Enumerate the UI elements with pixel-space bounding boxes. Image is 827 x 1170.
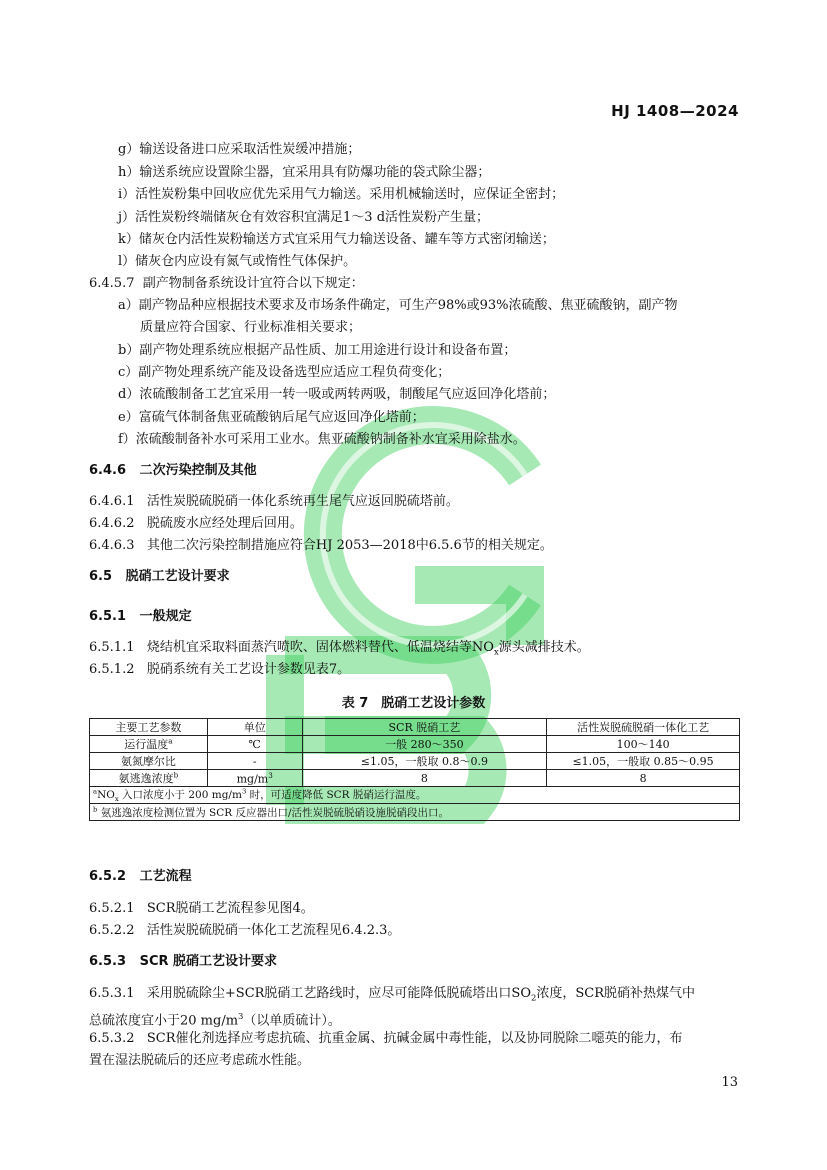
section-title: 二次污染控制及其他 [139,463,257,478]
table-cell: 氨氮摩尔比 [90,753,208,770]
clause-text: 其他二次污染控制措施应符合HJ 2053—2018中6.5.6节的相关规定。 [146,538,553,553]
clause-text: 采用脱硫除尘+SCR脱硝工艺路线时，应尽可能降低脱硫塔出口SO [146,986,531,1001]
table-cell: 8 [547,770,740,787]
clause-6-5-2-2 [89,923,400,939]
table-header-cell: 主要工艺参数 [90,719,208,736]
table-note: $^b$ 氨逃逸浓度检测位置为 SCR 反应器出口/活性炭脱硫脱硝设施脱硝段出口。 [90,804,740,821]
clause-6-5-3-1-continued [89,1008,341,1029]
section-heading-6-5-1 [89,609,192,625]
table-cell: 8 [302,770,547,787]
section-title: 一般规定 [139,609,192,624]
section-number: 6.5 [89,569,113,584]
table-cell: ≤1.05，一般取 0.85～0.95 [547,753,740,770]
clause-text: SCR脱硝工艺流程参见图4。 [146,901,314,916]
clause-number: 6.5.3.2 [89,1031,135,1046]
section-number: 6.5.3 [89,954,127,969]
list-item: i）活性炭粉集中回收应优先采用气力输送。采用机械输送时，应保证全密封； [118,187,565,202]
section-heading-6-5-2 [89,869,192,885]
section-heading-6-4-6 [89,463,257,479]
table-cell: - [207,753,302,770]
list-item-continued: 质量应符合国家、行业标准相关要求； [140,320,362,335]
clause-6-5-3-2 [89,1031,683,1047]
table-cell: $mg/m^3$ [207,770,302,787]
subscript: 2 [531,992,537,1003]
clause-6-5-3-2-continued: 置在湿法脱硫后的还应考虑疏水性能。 [89,1053,311,1068]
clause-6-5-1-1 [89,640,590,660]
clause-text: 脱硝系统有关工艺设计参数见表7。 [146,662,351,677]
list-item: b）副产物处理系统应根据产品性质、加工用途进行设计和设备布置； [118,343,517,358]
standard-code: HJ 1408—2024 [611,102,739,120]
clause-6-5-1-2 [89,662,350,678]
list-item: c）副产物处理系统产能及设备选型应适应工程负荷变化； [118,365,451,380]
clause-text: 活性炭脱硫脱硝一体化工艺流程见6.4.2.3。 [146,923,401,938]
table-row [90,770,740,787]
table-cell: 一般 280～350 [302,736,547,753]
table-cell: 氨逃逸浓度$^b$ [90,770,208,787]
clause-text: SCR催化剂选择应考虑抗硫、抗重金属、抗碱金属中毒性能，以及协同脱除二噁英的能力，布 [146,1031,683,1046]
table-cell: ≤1.05，一般取 0.8～0.9 [302,753,547,770]
section-number: 6.5.2 [89,869,127,884]
table-note-row [90,804,740,821]
clause-number: 6.4.6.1 [89,494,135,509]
clause-number: 6.5.1.1 [89,640,135,655]
table-7 [89,718,740,821]
superscript: 3 [238,1011,244,1021]
list-item: a）副产物品种应根据技术要求及市场条件确定，可生产98%或93%浓硫酸、焦亚硫酸钠，副产物 [118,298,678,313]
clause-text: 活性炭脱硫脱硝一体化系统再生尾气应返回脱硫塔前。 [146,494,459,509]
table-row [90,736,740,753]
clause-number: 6.5.3.1 [89,986,135,1001]
clause-number: 6.5.2.1 [89,901,135,916]
list-item: h）输送系统应设置除尘器，宜采用具有防爆功能的袋式除尘器； [118,165,491,180]
table-note: $^aNO_x$ 入口浓度小于 200 $mg/m^3$ 时，可适度降低 SCR 脱硝运行温度。 [90,787,740,804]
list-item: f）浓硫酸制备补水可采用工业水。焦亚硫酸钠制备补水宜采用除盐水。 [118,432,526,447]
table-row [90,753,740,770]
clause-number: 6.5.2.2 [89,923,135,938]
clause-text: 浓度，SCR脱硝补热煤气中 [536,986,696,1001]
clause-6-5-3-1 [89,986,695,1006]
table-note-row [90,787,740,804]
subscript: x [493,646,499,657]
list-item: d）浓硫酸制备工艺宜采用一转一吸或两转两吸，制酸尾气应返回净化塔前； [118,387,556,402]
section-title: 脱硝工艺设计要求 [125,569,230,584]
table-header-cell: SCR 脱硝工艺 [302,719,547,736]
clause-text: （以单质硫计）。 [243,1013,341,1029]
table-cell: 100～140 [547,736,740,753]
clause-6-5-2-1 [89,901,314,917]
table-caption: 表 7 脱硝工艺设计参数 [341,696,486,711]
table-header-row [90,719,740,736]
clause-text: 脱硫废水应经处理后回用。 [146,516,303,531]
clause-number: 6.4.5.7 [89,276,135,291]
clause-text: 副产物制备系统设计宜符合以下规定： [142,276,364,291]
table-header-cell: 单位 [207,719,302,736]
table-cell: 运行温度$^a$ [90,736,208,753]
clause-number: 6.4.6.3 [89,538,135,553]
list-item: e）富硫气体制备焦亚硫酸钠后尾气应返回净化塔前； [118,410,425,425]
section-number: 6.4.6 [89,463,127,478]
clause-text: 源头减排技术。 [498,640,590,655]
page-number: 13 [721,1075,738,1090]
clause-6-4-5-7 [89,276,364,292]
section-title: 工艺流程 [139,869,192,884]
list-item: j）活性炭粉终端储灰仓有效容积宜满足1～3 d活性炭粉产生量； [118,210,490,225]
section-number: 6.5.1 [89,609,127,624]
clause-6-4-6-1 [89,494,459,510]
section-heading-6-5-3 [89,954,277,970]
clause-6-4-6-2 [89,516,303,532]
table-cell: ℃ [207,736,302,753]
section-heading-6-5 [89,569,230,585]
list-item: k）储灰仓内活性炭粉输送方式宜采用气力输送设备、罐车等方式密闭输送； [118,232,555,247]
clause-text: 烧结机宜采取料面蒸汽喷吹、固体燃料替代、低温烧结等NO [146,640,494,655]
clause-number: 6.5.1.2 [89,662,135,677]
list-item: g）输送设备进口应采取活性炭缓冲措施； [118,142,361,157]
section-title: SCR 脱硝工艺设计要求 [139,954,278,969]
table-header-cell: 活性炭脱硫脱硝一体化工艺 [547,719,740,736]
clause-6-4-6-3 [89,538,553,554]
clause-number: 6.4.6.2 [89,516,135,531]
clause-text: 总硫浓度宜小于20 mg/m [89,1013,239,1029]
list-item: l）储灰仓内应设有氮气或惰性气体保护。 [118,254,357,269]
